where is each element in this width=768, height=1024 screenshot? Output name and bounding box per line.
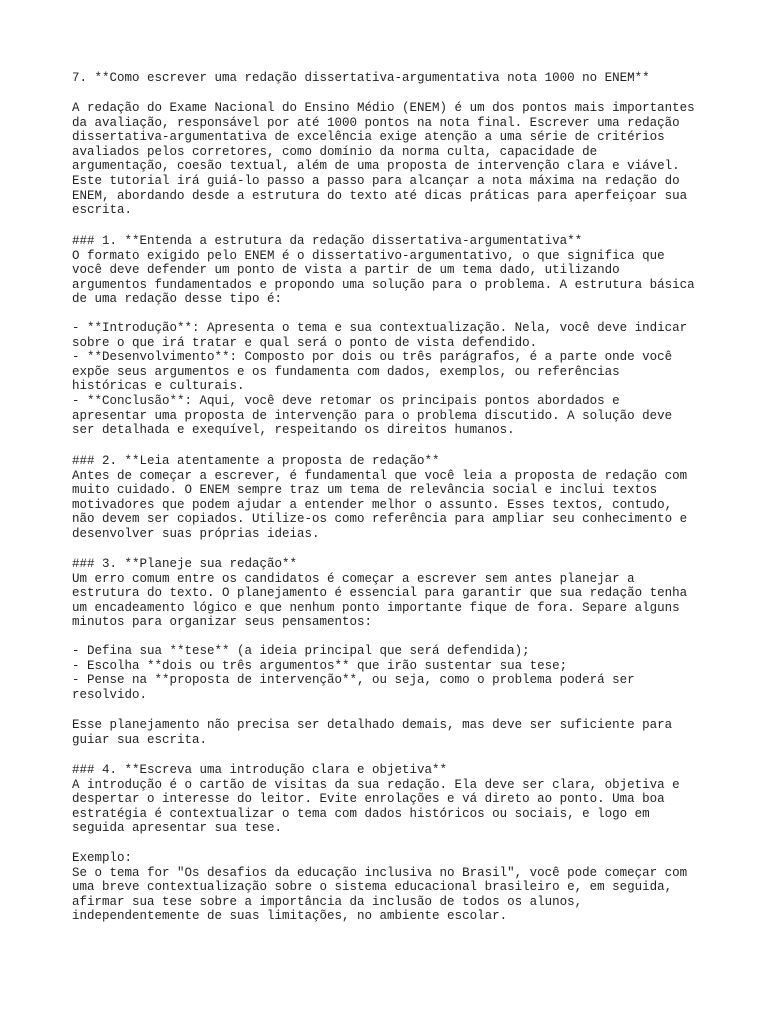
intro-paragraph: A redação do Exame Nacional do Ensino Médio (ENEM) é um dos pontos mais importantes da avaliação, responsável por até 1000 pontos na nota final. Escrever uma redação dissertativa-argumentativa de excelência exige atenção a uma série de critérios avaliados pelos corretores, como domínio da norma culta, capacidade de argumentação, coesão textual, além de uma proposta de intervenção clara e viável. Este tutorial irá guiá-lo passo a passo para alcançar a nota máxima na redação do ENEM, abordando desde a estrutura do texto até dicas práticas para aperfeiçoar sua escrita.	[72, 101, 695, 218]
step-4-paragraph: ### 4. **Escreva uma introdução clara e objetiva** A introdução é o cartão de visitas da sua redação. Ela deve ser clara, objetiva e despertar o interesse do leitor. Evite enrolações e vá direto ao ponto. Uma boa estratégia é contextualizar o tema com dados históricos ou sociais, e logo em seguida apresentar sua tese.	[72, 763, 680, 836]
step-2-paragraph: ### 2. **Leia atentamente a proposta de redação** Antes de começar a escrever, é fundamental que você leia a proposta de redação com muito cuidado. O ENEM sempre traz um tema de relevância social e inclui textos motivadores que podem ajudar a entender melhor o assunto. Esses textos, contudo, não devem ser copiados. Utilize-os como referência para ampliar seu conhecimento e desenvolver suas próprias ideias.	[72, 454, 688, 541]
step-1-paragraph: ### 1. **Entenda a estrutura da redação dissertativa-argumentativa** O formato exigido pelo ENEM é o dissertativo-argumentativo, o que significa que você deve defender um ponto de vista a partir de um tema dado, utilizando argumentos fundamentados e propondo uma solução para o problema. A estrutura básica de uma redação desse tipo é:	[72, 234, 695, 307]
step-3-paragraph: ### 3. **Planeje sua redação** Um erro comum entre os candidatos é começar a escrever sem antes planejar a estrutura do texto. O planejamento é essencial para garantir que sua redação tenha um encadeamento lógico e que nenhum ponto importante fique de fora. Separe alguns minutos para organizar seus pensamentos:	[72, 557, 688, 630]
structure-list: - **Introdução**: Apresenta o tema e sua contextualização. Nela, você deve indicar sobre o que irá tratar e qual será o ponto de vista defendido. - **Desenvolvimento**: Composto por dois ou três parágrafos, é a parte onde você expõe seus argumentos e os fundamenta com dados, exemplos, ou referências históricas e culturais. - **Conclusão**: Aqui, você deve retomar os principais pontos abordados e apresentar uma proposta de intervenção para o problema discutido. A solução deve ser detalhada e exequível, respeitando os direitos humanos.	[72, 321, 688, 438]
planning-list: - Defina sua **tese** (a ideia principal que será defendida); - Escolha **dois ou três argumentos** que irão sustentar sua tese; - Pense na **proposta de intervenção**, ou seja, como o problema poderá ser resolvido.	[72, 644, 635, 702]
section-title: 7. **Como escrever uma redação dissertativa-argumentativa nota 1000 no ENEM**	[72, 71, 650, 85]
planning-note-paragraph: Esse planejamento não precisa ser detalhado demais, mas deve ser suficiente para guiar sua escrita.	[72, 718, 673, 747]
example-paragraph: Exemplo: Se o tema for "Os desafios da educação inclusiva no Brasil", você pode começar com uma breve contextualização sobre o sistema educacional brasileiro e, em seguida, afirmar sua tese sobre a importância da inclusão de todos os alunos, independentemente de suas limitações, no ambiente escolar.	[72, 851, 688, 924]
